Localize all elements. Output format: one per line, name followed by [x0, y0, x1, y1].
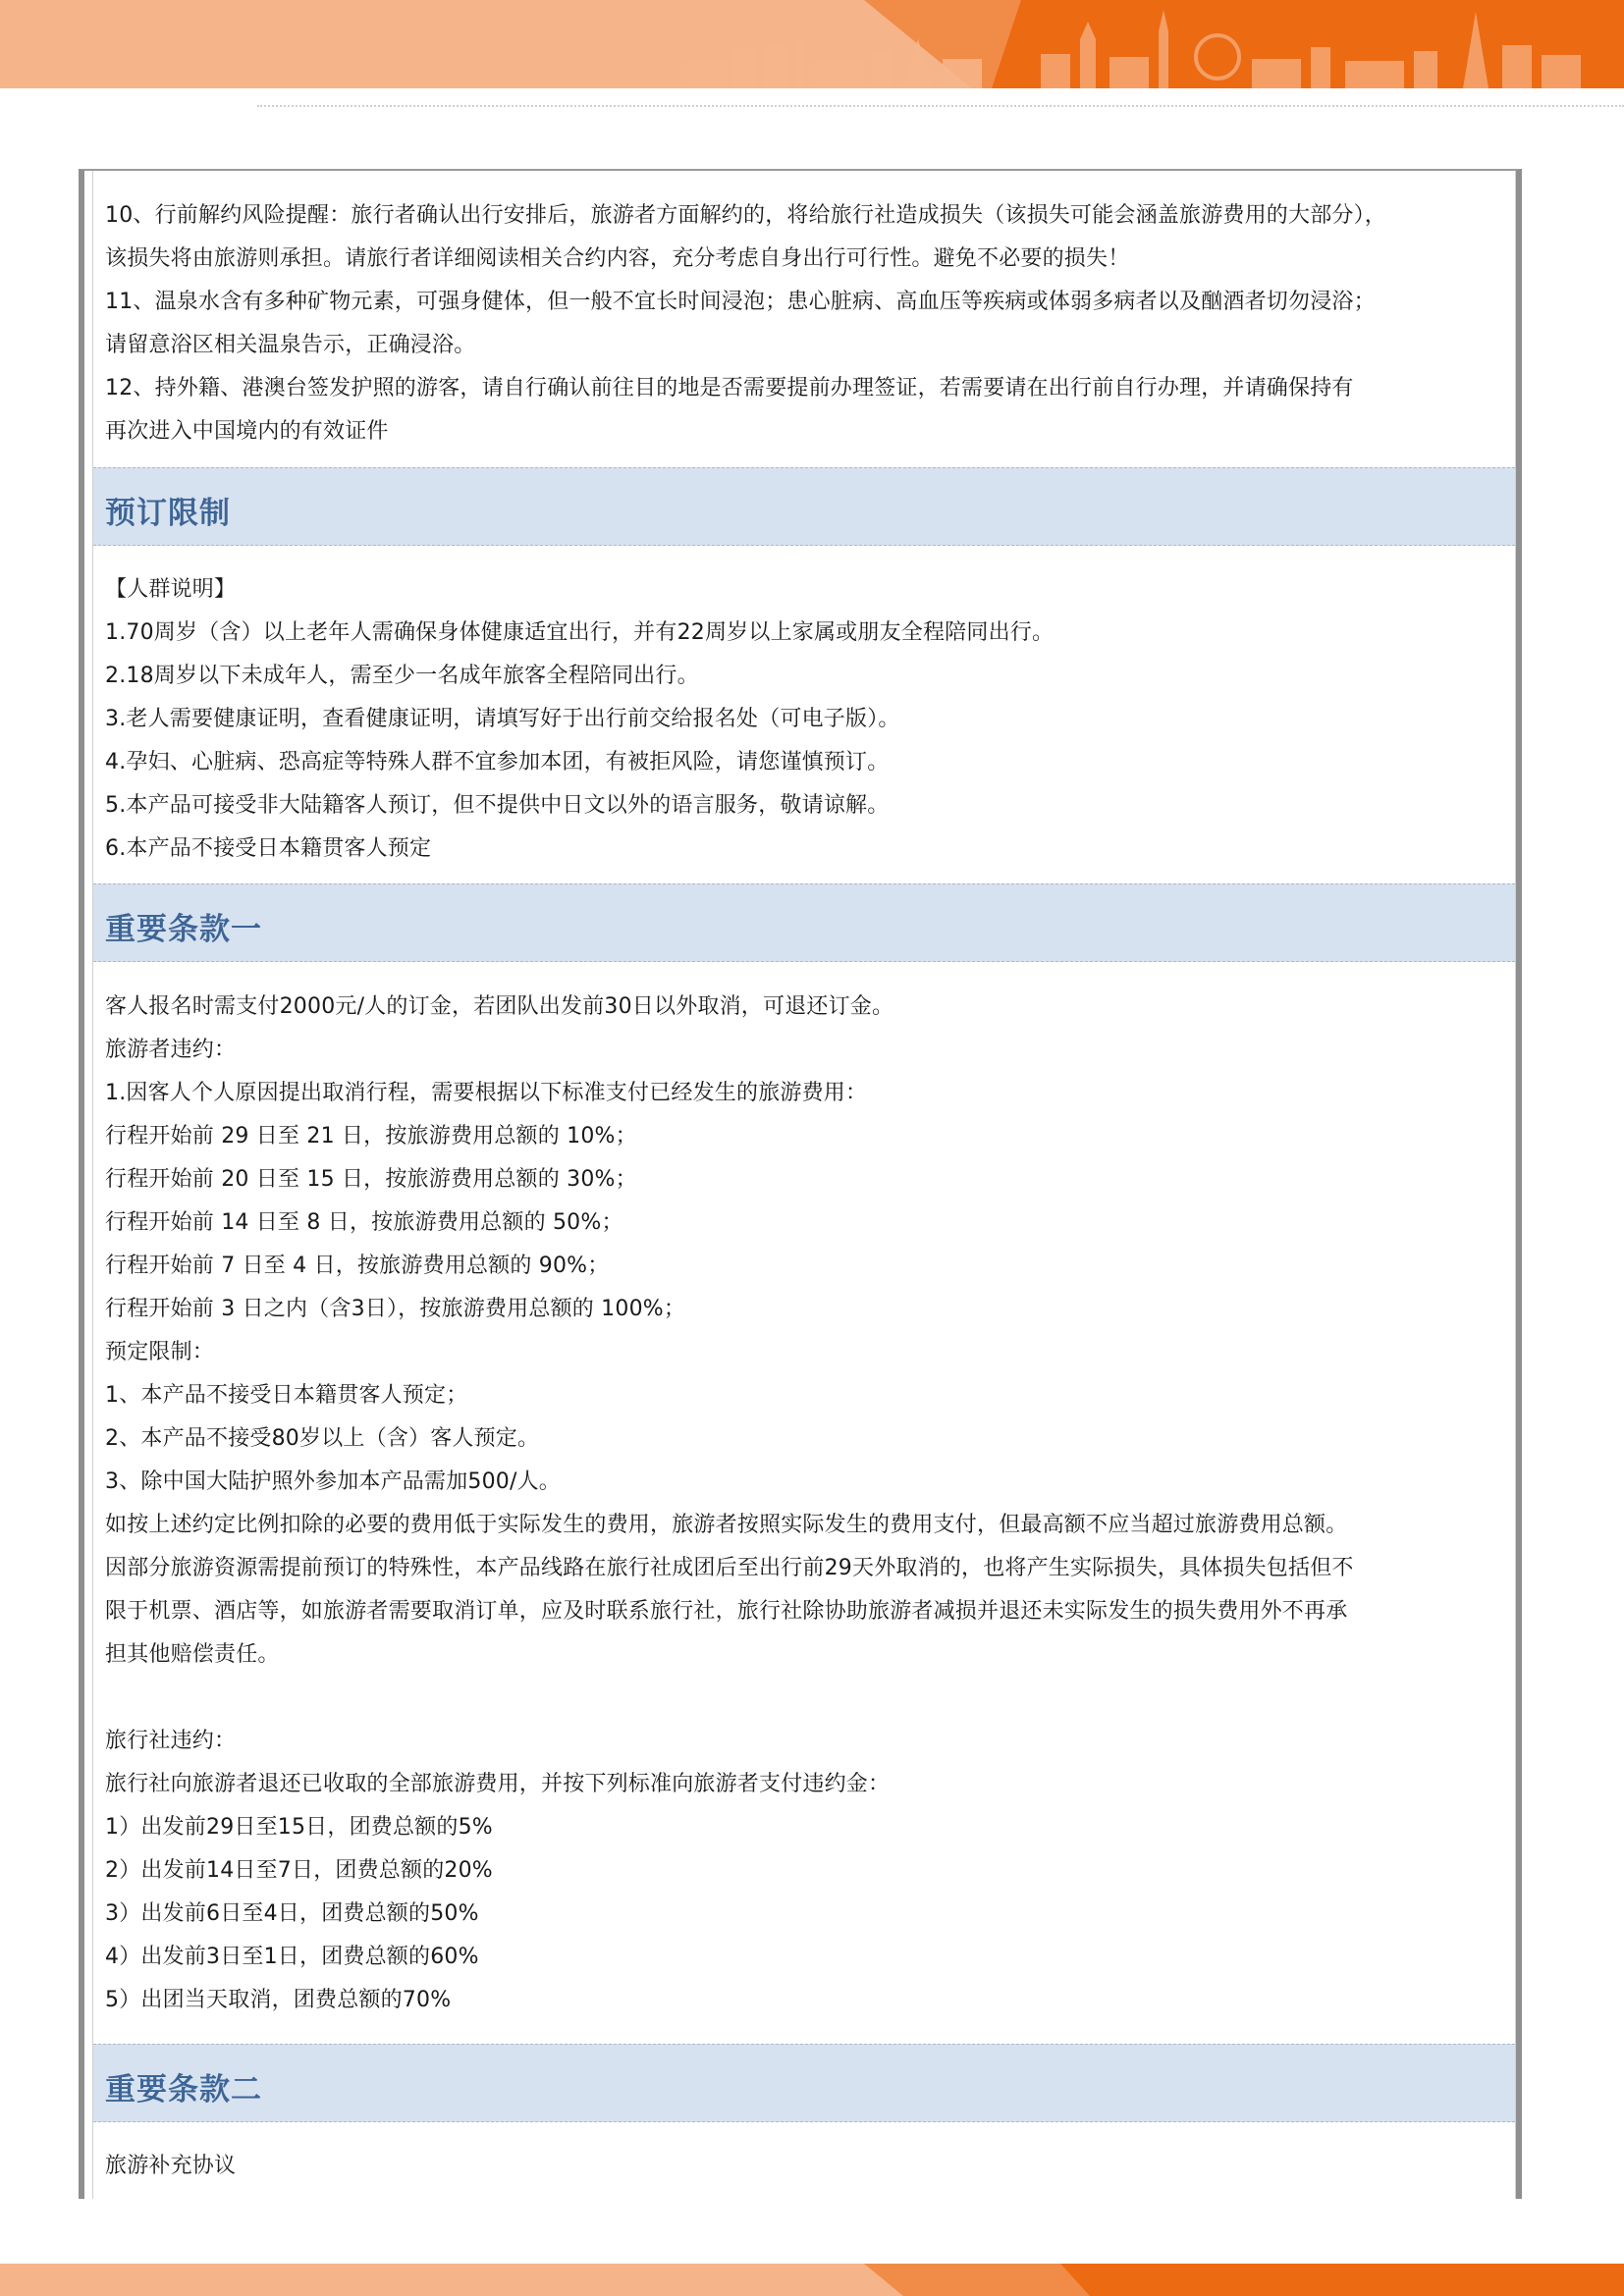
- section-header-terms-two: [93, 2044, 1515, 2122]
- body-line: 4）出发前3日至1日，团费总额的60%: [105, 1945, 479, 1969]
- body-line: 担其他赔偿责任。: [105, 1642, 280, 1667]
- body-line: 6.本产品不接受日本籍贯客人预定: [105, 836, 432, 861]
- body-line: 4.孕妇、心脏病、恐高症等特殊人群不宜参加本团，有被拒风险，请您谨慎预订。: [105, 750, 890, 774]
- section-title: 预订限制: [105, 496, 231, 531]
- body-line: 行程开始前 7 日至 4 日，按旅游费用总额的 90%；: [105, 1254, 610, 1278]
- header-divider: [257, 105, 1624, 107]
- blank-line: [105, 1677, 1503, 1720]
- body-line: 因部分旅游资源需提前预订的特殊性，本产品线路在旅行社成团后至出行前29天外取消的，也将产生实际损失，具体损失包括但不: [105, 1556, 1354, 1580]
- notice-block: [93, 194, 1515, 454]
- section-header-terms-one: [93, 883, 1515, 962]
- body-line: 3.老人需要健康证明，查看健康证明，请填写好于出行前交给报名处（可电子版）。: [105, 707, 900, 731]
- body-line: 1.70周岁（含）以上老年人需确保身体健康适宜出行，并有22周岁以上家属或朋友全程陪同出行。: [105, 620, 1055, 645]
- body-line: 3）出发前6日至4日，团费总额的50%: [105, 1901, 479, 1926]
- notice-line: 该损失将由旅游则承担。请旅行者详细阅读相关合约内容，充分考虑自身出行可行性。避免不必要的损失！: [105, 246, 1130, 271]
- footer-banner: [0, 2264, 1624, 2296]
- body-line: 1.因客人个人原因提出取消行程，需要根据以下标准支付已经发生的旅游费用：: [105, 1081, 868, 1105]
- body-line: 5.本产品可接受非大陆籍客人预订，但不提供中日文以外的语言服务，敬请谅解。: [105, 793, 890, 818]
- body-line: 客人报名时需支付2000元/人的订金，若团队出发前30日以外取消，可退还订金。: [105, 994, 894, 1019]
- body-line: 1）出发前29日至15日，团费总额的5%: [105, 1815, 493, 1840]
- body-line: 行程开始前 3 日之内（含3日），按旅游费用总额的 100%；: [105, 1297, 686, 1321]
- header-banner: [0, 0, 1624, 88]
- section-header-booking-limits: [93, 467, 1515, 546]
- body-line: 旅游补充协议: [105, 2154, 237, 2178]
- notice-line: 请留意浴区相关温泉告示，正确浸浴。: [105, 333, 476, 357]
- body-line: 旅行社违约：: [105, 1729, 237, 1753]
- notice-line: 12、持外籍、港澳台签发护照的游客，请自行确认前往目的地是否需要提前办理签证，若需要请在出行前自行办理，并请确保持有: [105, 376, 1354, 400]
- section-title: 重要条款一: [105, 912, 262, 947]
- section-title: 重要条款二: [105, 2072, 262, 2108]
- body-line: 旅游者违约：: [105, 1038, 237, 1062]
- body-line: 2、本产品不接受80岁以上（含）客人预定。: [105, 1426, 540, 1451]
- notice-line: 再次进入中国境内的有效证件: [105, 419, 389, 444]
- content-frame: [79, 169, 1522, 2199]
- body-line: 2.18周岁以下未成年人，需至少一名成年旅客全程陪同出行。: [105, 664, 699, 688]
- body-line: 2）出发前14日至7日，团费总额的20%: [105, 1858, 493, 1883]
- terms-one-body: [93, 986, 1515, 2022]
- body-line: 3、除中国大陆护照外参加本产品需加500/人。: [105, 1469, 562, 1494]
- booking-limits-body: [93, 568, 1515, 871]
- notice-line: 10、行前解约风险提醒：旅行者确认出行安排后，旅游者方面解约的，将给旅行社造成损失（该损失可能会涵盖旅游费用的大部分），: [105, 203, 1386, 228]
- body-line: 行程开始前 14 日至 8 日，按旅游费用总额的 50%；: [105, 1210, 623, 1235]
- terms-two-body: [93, 2145, 1515, 2188]
- body-line: 预定限制：: [105, 1340, 215, 1364]
- body-line: 旅行社向旅游者退还已收取的全部旅游费用，并按下列标准向旅游者支付违约金：: [105, 1772, 891, 1796]
- body-line: 1、本产品不接受日本籍贯客人预定；: [105, 1383, 468, 1408]
- body-line: 5）出团当天取消，团费总额的70%: [105, 1988, 452, 2012]
- body-line: 【人群说明】: [105, 577, 237, 602]
- body-line: 限于机票、酒店等，如旅游者需要取消订单，应及时联系旅行社，旅行社除协助旅游者减损并退还未实际发生的损失费用外不再承: [105, 1599, 1348, 1624]
- content-inner: [92, 171, 1516, 2199]
- body-line: 如按上述约定比例扣除的必要的费用低于实际发生的费用，旅游者按照实际发生的费用支付，但最高额不应当超过旅游费用总额。: [105, 1513, 1348, 1537]
- body-line: 行程开始前 29 日至 21 日，按旅游费用总额的 10%；: [105, 1124, 637, 1148]
- notice-line: 11、温泉水含有多种矿物元素，可强身健体，但一般不宜长时间浸泡；患心脏病、高血压等疾病或体弱多病者以及酗酒者切勿浸浴；: [105, 290, 1376, 314]
- body-line: 行程开始前 20 日至 15 日，按旅游费用总额的 30%；: [105, 1167, 637, 1192]
